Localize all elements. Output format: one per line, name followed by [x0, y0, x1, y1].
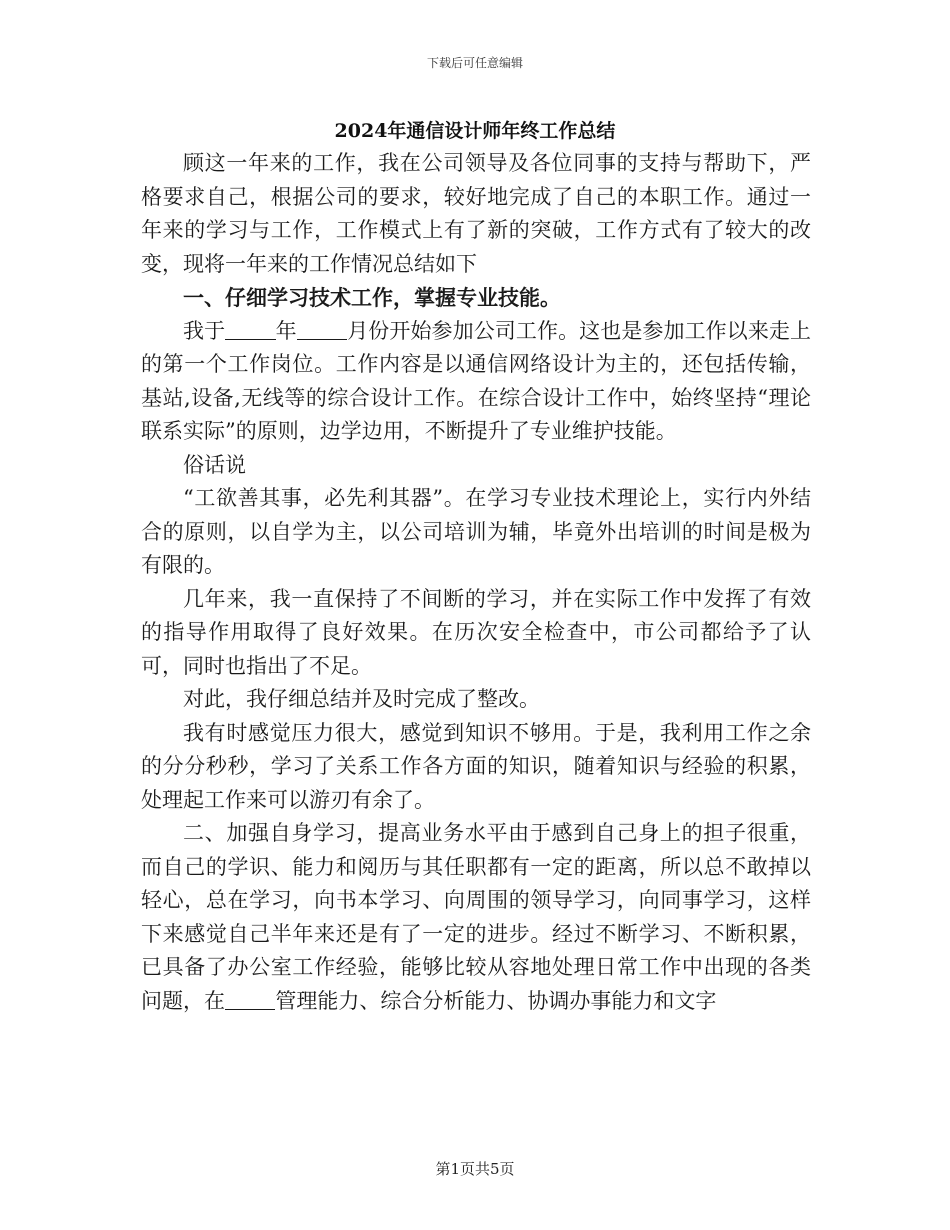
paragraph-pressure: 我有时感觉压力很大，感觉到知识不够用。于是，我利用工作之余的分分秒秒，学习了关系工作各方面的知识，随着知识与经验的积累，处理起工作来可以游刃有余了。 [141, 720, 811, 812]
document-body [141, 147, 811, 1018]
paragraph-proverb: “工欲善其事，必先利其器”。在学习专业技术理论上，实行内外结合的原则，以自学为主，以公司培训为辅，毕竟外出培训的时间是极为有限的。 [141, 486, 811, 577]
blank-fill-line [297, 318, 347, 340]
header-note: 下载后可任意编辑 [426, 56, 523, 70]
paragraph-text-segment: 年 [275, 318, 297, 343]
paragraph-text-segment: 月份开始参加公司工作。这也是参加工作以来走上的第一个工作岗位。工作内容是以通信网络设计为主的，还包括传输，基站,设备,无线等的综合设计工作。在综合设计工作中，始终坚持“理论联系实际”的原则，边学边用，不断提升了专业维护技能。 [141, 318, 812, 443]
paragraph-section-2 [141, 817, 811, 1018]
paragraph-text-segment: 二、加强自身学习，提高业务水平由于感到自己身上的担子很重，而自己的学识、能力和阅历与其任职都有一定的距离，所以总不敢掉以轻心，总在学习，向书本学习、向周围的领导学习，向同事学习，这样下来感觉自己半年来还是有了一定的进步。经过不断学习、不断积累，已具备了办公室工作经验，能够比较从容地处理日常工作中出现的各类问题，在 [141, 821, 811, 1013]
blank-fill-line [225, 988, 275, 1010]
paragraph-text-segment: 我于 [183, 318, 226, 343]
paragraph-start-date [141, 315, 811, 449]
paragraph-continuous-study: 几年来，我一直保持了不间断的学习，并在实际工作中发挥了有效的指导作用取得了良好效果。在历次安全检查中，市公司都给予了认可，同时也指出了不足。 [141, 586, 811, 678]
paragraph-intro: 顾这一年来的工作，我在公司领导及各位同事的支持与帮助下，严格要求自己，根据公司的要求，较好地完成了自己的本职工作。通过一年来的学习与工作，工作模式上有了新的突破，工作方式有了较大的改变，现将一年来的工作情况总结如下 [141, 151, 811, 276]
paragraph-proverb-intro: 俗话说 [183, 452, 246, 477]
page-number: 第1页共5页 [435, 1160, 515, 1178]
paragraph-rectification: 对此，我仔细总结并及时完成了整改。 [183, 687, 540, 711]
section-heading-1: 一、仔细学习技术工作，掌握专业技能。 [183, 285, 561, 310]
paragraph-text-segment: 管理能力、综合分析能力、协调办事能力和文字 [275, 988, 717, 1013]
document-title: 2024年通信设计师年终工作总结 [334, 120, 616, 142]
blank-fill-line [225, 318, 275, 340]
